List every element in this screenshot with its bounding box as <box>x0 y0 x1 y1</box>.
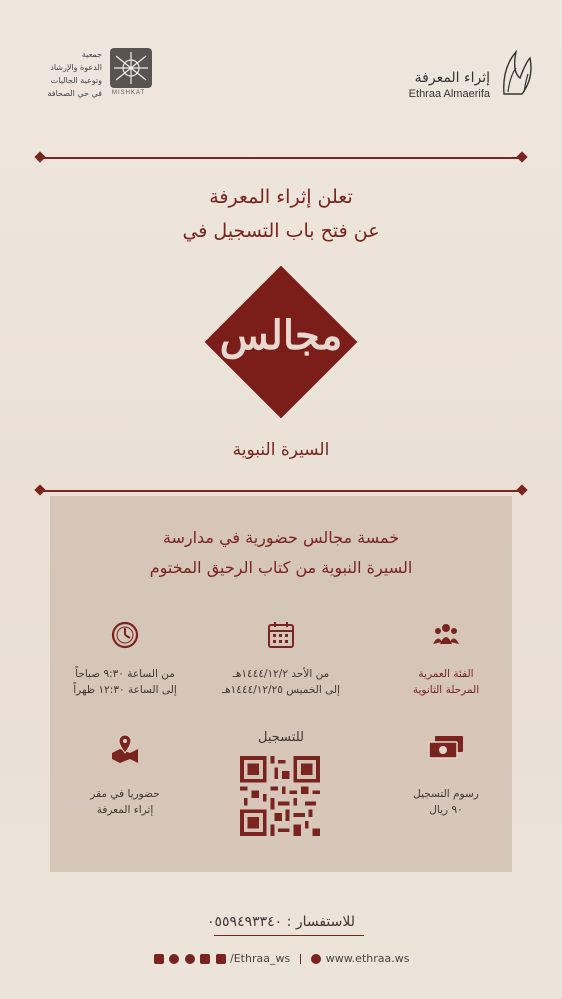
mishkat-line-3: وتوعية الجاليات <box>50 76 102 85</box>
announcement-line-1: تعلن إثراء المعرفة <box>209 186 353 208</box>
group-icon <box>431 620 461 650</box>
globe-icon <box>311 954 321 964</box>
location-line-1: حضوريا في مقر <box>90 788 160 800</box>
age-value: المرحلة الثانوية <box>412 684 480 696</box>
ethraa-logo-mark-icon <box>500 48 534 98</box>
date-from: من الأحد ١٤٤٤/١٢/٢هـ <box>232 668 330 680</box>
time-from: من الساعة ٩:٣٠ صباحاً <box>75 668 175 680</box>
mishkat-line-2: الدعوة والإرشاد <box>50 63 102 72</box>
date-to: إلى الخميس ١٤٤٤/١٢/٢٥هـ <box>222 684 340 696</box>
location-line-2: إثراء المعرفة <box>96 804 154 816</box>
website-link[interactable]: www.ethraa.ws <box>325 952 410 965</box>
inquiry-phone[interactable]: للاستفسار : ٠٥٥٩٤٩٣٣٤٠ <box>207 914 355 930</box>
age-info <box>384 666 508 698</box>
youtube-icon[interactable] <box>216 954 226 964</box>
date-info <box>215 666 347 698</box>
registration-qr-code[interactable] <box>240 755 320 837</box>
money-icon <box>427 733 465 763</box>
mishkat-line-1: جمعية <box>81 50 102 59</box>
details-line-1: خمسة مجالس حضورية في مدارسة <box>162 528 400 547</box>
mishkat-logo <box>32 46 162 102</box>
program-title: مجالس <box>219 312 343 359</box>
instagram-icon[interactable] <box>169 954 179 964</box>
register-title: للتسجيل <box>258 730 304 745</box>
program-subtitle: السيرة النبوية <box>232 440 330 460</box>
twitter-icon[interactable] <box>154 954 164 964</box>
clock-icon <box>110 620 140 650</box>
social-handle[interactable]: /Ethraa_ws <box>230 952 291 965</box>
mishkat-caption: MISHKAT <box>112 90 146 96</box>
ethraa-logo <box>374 48 534 100</box>
fees-value: ٩٠ ريال <box>429 804 463 816</box>
details-line-2: السيرة النبوية من كتاب الرحيق المختوم <box>149 558 413 577</box>
ethraa-logo-arabic: إثراء المعرفة <box>414 70 490 86</box>
time-to: إلى الساعة ١٢:٣٠ ظهراً <box>73 684 177 696</box>
mishkat-logo-text <box>12 48 102 100</box>
location-info <box>58 786 192 818</box>
telegram-icon[interactable] <box>185 954 195 964</box>
fees-title: رسوم التسجيل <box>413 788 479 800</box>
fees-info <box>384 786 508 818</box>
middle-divider <box>40 490 522 492</box>
mishkat-line-4: في حي الصحافة <box>47 89 102 98</box>
footer-separator <box>300 954 301 964</box>
top-divider <box>40 157 522 159</box>
calendar-icon <box>266 620 296 650</box>
time-info <box>58 666 192 698</box>
announcement-line-2: عن فتح باب التسجيل في <box>182 220 380 242</box>
ethraa-logo-english: Ethraa Almaerifa <box>408 88 490 100</box>
program-diamond <box>201 262 361 422</box>
inquiry-underline <box>214 935 364 936</box>
age-title: الفئة العمرية <box>418 668 474 680</box>
footer-links <box>0 952 562 965</box>
snapchat-icon[interactable] <box>200 954 210 964</box>
map-pin-icon <box>108 733 142 765</box>
